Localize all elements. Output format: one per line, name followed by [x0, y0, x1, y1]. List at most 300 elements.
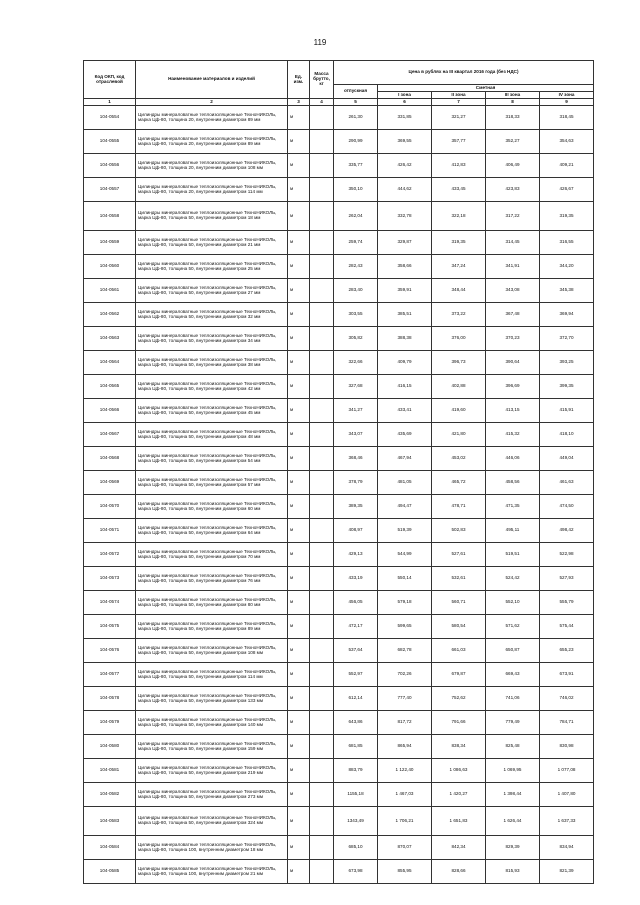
table-row	[84, 375, 594, 399]
row-zone2-price: 319,35	[432, 231, 486, 255]
page-number: 119	[313, 38, 327, 47]
row-unit: м	[288, 735, 310, 759]
column-number: 8	[486, 99, 540, 106]
row-code: 104-0569	[84, 471, 136, 495]
row-name: Цилиндры минераловатные теплоизоляционные ТехноНИКОЛЬ, марка Цф-80, толщина 50, внутренним диаметром 25 мм	[136, 255, 288, 279]
row-name: Цилиндры минераловатные теплоизоляционные ТехноНИКОЛЬ, марка Цф-80, толщина 50, внутренним диаметром 219 мм	[136, 759, 288, 783]
column-number: 9	[540, 99, 594, 106]
row-shipping-price: 290,99	[334, 130, 378, 154]
row-name: Цилиндры минераловатные теплоизоляционные ТехноНИКОЛЬ, марка Цф-80, толщина 50, внутренним диаметром 89 мм	[136, 615, 288, 639]
row-zone2-price: 478,71	[432, 495, 486, 519]
row-shipping-price: 673,98	[334, 860, 378, 884]
row-zone1-price: 702,26	[378, 663, 432, 687]
row-unit: м	[288, 178, 310, 202]
row-unit: м	[288, 567, 310, 591]
row-code: 104-0562	[84, 303, 136, 327]
header-mass: Масса брутто, кг	[310, 61, 334, 99]
row-zone4-price: 821,39	[540, 860, 594, 884]
row-zone2-price: 321,27	[432, 106, 486, 130]
row-code: 104-0578	[84, 687, 136, 711]
row-zone2-price: 752,62	[432, 687, 486, 711]
row-zone2-price: 347,24	[432, 255, 486, 279]
row-name: Цилиндры минераловатные теплоизоляционные ТехноНИКОЛЬ, марка Цф-80, толщина 50, внутренним диаметром 45 мм	[136, 399, 288, 423]
row-zone3-price: 1 398,44	[486, 783, 540, 807]
row-zone1-price: 544,99	[378, 543, 432, 567]
row-zone1-price: 682,78	[378, 639, 432, 663]
column-number: 1	[84, 99, 136, 106]
table-row	[84, 543, 594, 567]
row-shipping-price: 612,14	[334, 687, 378, 711]
header-name: Наименование материалов и изделий	[136, 61, 288, 99]
header-zone2: II зона	[432, 92, 486, 99]
row-mass	[310, 447, 334, 471]
row-zone2-price: 1 086,63	[432, 759, 486, 783]
row-mass	[310, 615, 334, 639]
row-shipping-price: 378,79	[334, 471, 378, 495]
row-shipping-price: 681,85	[334, 735, 378, 759]
row-zone3-price: 1 069,95	[486, 759, 540, 783]
row-name: Цилиндры минераловатные теплоизоляционные ТехноНИКОЛЬ, марка Цф-80, толщина 20, внутренним диаметром 114 мм	[136, 178, 288, 202]
row-zone1-price: 855,95	[378, 860, 432, 884]
row-code: 104-0572	[84, 543, 136, 567]
row-zone3-price: 495,11	[486, 519, 540, 543]
row-unit: м	[288, 807, 310, 836]
row-zone3-price: 415,32	[486, 423, 540, 447]
table-row	[84, 807, 594, 836]
table-row	[84, 447, 594, 471]
row-code: 104-0564	[84, 351, 136, 375]
row-unit: м	[288, 759, 310, 783]
row-unit: м	[288, 106, 310, 130]
row-unit: м	[288, 351, 310, 375]
table-row	[84, 735, 594, 759]
row-zone1-price: 426,42	[378, 154, 432, 178]
row-code: 104-0582	[84, 783, 136, 807]
row-mass	[310, 860, 334, 884]
row-unit: м	[288, 471, 310, 495]
row-code: 104-0580	[84, 735, 136, 759]
row-zone2-price: 580,54	[432, 615, 486, 639]
row-zone4-price: 1 407,80	[540, 783, 594, 807]
row-shipping-price: 1155,18	[334, 783, 378, 807]
row-zone1-price: 1 706,21	[378, 807, 432, 836]
row-code: 104-0584	[84, 836, 136, 860]
row-zone1-price: 359,91	[378, 279, 432, 303]
row-code: 104-0567	[84, 423, 136, 447]
row-zone1-price: 865,94	[378, 735, 432, 759]
header-zone3: III зона	[486, 92, 540, 99]
row-mass	[310, 687, 334, 711]
row-zone1-price: 329,87	[378, 231, 432, 255]
row-zone1-price: 433,41	[378, 399, 432, 423]
row-zone4-price: 344,20	[540, 255, 594, 279]
row-code: 104-0561	[84, 279, 136, 303]
row-zone1-price: 331,85	[378, 106, 432, 130]
row-unit: м	[288, 711, 310, 735]
row-zone1-price: 388,38	[378, 327, 432, 351]
table-row	[84, 423, 594, 447]
row-zone4-price: 319,35	[540, 202, 594, 231]
table-row	[84, 783, 594, 807]
row-zone2-price: 465,72	[432, 471, 486, 495]
row-zone1-price: 416,15	[378, 375, 432, 399]
row-zone2-price: 838,34	[432, 735, 486, 759]
row-zone1-price: 550,14	[378, 567, 432, 591]
column-number: 3	[288, 99, 310, 106]
row-zone1-price: 1 122,40	[378, 759, 432, 783]
row-zone3-price: 650,87	[486, 639, 540, 663]
row-unit: м	[288, 591, 310, 615]
row-shipping-price: 261,30	[334, 106, 378, 130]
row-code: 104-0563	[84, 327, 136, 351]
row-zone1-price: 332,78	[378, 202, 432, 231]
table-row	[84, 591, 594, 615]
row-mass	[310, 303, 334, 327]
row-mass	[310, 375, 334, 399]
row-shipping-price: 537,64	[334, 639, 378, 663]
row-zone3-price: 825,48	[486, 735, 540, 759]
row-zone3-price: 741,06	[486, 687, 540, 711]
row-zone4-price: 527,93	[540, 567, 594, 591]
row-zone4-price: 461,63	[540, 471, 594, 495]
row-zone4-price: 426,67	[540, 178, 594, 202]
table-row	[84, 303, 594, 327]
row-unit: м	[288, 231, 310, 255]
row-zone3-price: 423,83	[486, 178, 540, 202]
row-name: Цилиндры минераловатные теплоизоляционные ТехноНИКОЛЬ, марка Цф-80, толщина 20, внутренним диаметром 89 мм	[136, 106, 288, 130]
row-zone3-price: 669,43	[486, 663, 540, 687]
row-zone1-price: 467,94	[378, 447, 432, 471]
row-zone3-price: 314,45	[486, 231, 540, 255]
row-name: Цилиндры минераловатные теплоизоляционные ТехноНИКОЛЬ, марка Цф-80, толщина 50, внутренним диаметром 76 мм	[136, 567, 288, 591]
row-code: 104-0585	[84, 860, 136, 884]
row-shipping-price: 259,74	[334, 231, 378, 255]
row-mass	[310, 495, 334, 519]
row-zone3-price: 815,93	[486, 860, 540, 884]
row-name: Цилиндры минераловатные теплоизоляционные ТехноНИКОЛЬ, марка Цф-80, толщина 50, внутренним диаметром 70 мм	[136, 543, 288, 567]
row-zone4-price: 354,63	[540, 130, 594, 154]
row-zone4-price: 522,98	[540, 543, 594, 567]
row-mass	[310, 639, 334, 663]
row-name: Цилиндры минераловатные теплоизоляционные ТехноНИКОЛЬ, марка Цф-80, толщина 50, внутренним диаметром 324 мм	[136, 807, 288, 836]
row-zone1-price: 519,39	[378, 519, 432, 543]
header-zone4: IV зона	[540, 92, 594, 99]
row-mass	[310, 255, 334, 279]
table-row	[84, 202, 594, 231]
row-zone4-price: 393,25	[540, 351, 594, 375]
price-table	[83, 60, 594, 884]
row-zone4-price: 655,23	[540, 639, 594, 663]
row-zone3-price: 318,33	[486, 106, 540, 130]
row-unit: м	[288, 447, 310, 471]
row-code: 104-0583	[84, 807, 136, 836]
row-shipping-price: 322,66	[334, 351, 378, 375]
row-code: 104-0573	[84, 567, 136, 591]
row-mass	[310, 836, 334, 860]
row-name: Цилиндры минераловатные теплоизоляционные ТехноНИКОЛЬ, марка Цф-80, толщина 50, внутренним диаметром 114 мм	[136, 663, 288, 687]
row-code: 104-0577	[84, 663, 136, 687]
row-zone3-price: 367,48	[486, 303, 540, 327]
row-mass	[310, 807, 334, 836]
row-shipping-price: 552,97	[334, 663, 378, 687]
row-shipping-price: 685,10	[334, 836, 378, 860]
row-unit: м	[288, 154, 310, 178]
row-zone4-price: 409,21	[540, 154, 594, 178]
row-zone2-price: 532,61	[432, 567, 486, 591]
row-zone1-price: 1 467,03	[378, 783, 432, 807]
table-row	[84, 687, 594, 711]
row-zone3-price: 471,35	[486, 495, 540, 519]
row-zone4-price: 498,42	[540, 519, 594, 543]
row-zone4-price: 830,98	[540, 735, 594, 759]
row-name: Цилиндры минераловатные теплоизоляционные ТехноНИКОЛЬ, марка Цф-80, толщина 50, внутренним диаметром 32 мм	[136, 303, 288, 327]
row-zone2-price: 1 420,27	[432, 783, 486, 807]
column-number-row	[84, 99, 594, 106]
row-zone4-price: 575,44	[540, 615, 594, 639]
row-zone2-price: 348,44	[432, 279, 486, 303]
header-shipping: отпускная	[334, 85, 378, 99]
table-row	[84, 130, 594, 154]
row-zone2-price: 560,71	[432, 591, 486, 615]
row-mass	[310, 231, 334, 255]
row-name: Цилиндры минераловатные теплоизоляционные ТехноНИКОЛЬ, марка Цф-80, толщина 50, внутренним диаметром 48 мм	[136, 423, 288, 447]
table-row	[84, 759, 594, 783]
row-code: 104-0581	[84, 759, 136, 783]
row-name: Цилиндры минераловатные теплоизоляционные ТехноНИКОЛЬ, марка Цф-80, толщина 50, внутренним диаметром 80 мм	[136, 591, 288, 615]
row-shipping-price: 305,82	[334, 327, 378, 351]
row-mass	[310, 759, 334, 783]
row-mass	[310, 351, 334, 375]
row-unit: м	[288, 615, 310, 639]
row-code: 104-0579	[84, 711, 136, 735]
row-shipping-price: 303,55	[334, 303, 378, 327]
row-zone2-price: 791,66	[432, 711, 486, 735]
row-zone2-price: 828,66	[432, 860, 486, 884]
row-zone3-price: 829,39	[486, 836, 540, 860]
table-row	[84, 615, 594, 639]
row-code: 104-0576	[84, 639, 136, 663]
row-shipping-price: 341,27	[334, 399, 378, 423]
row-code: 104-0554	[84, 106, 136, 130]
row-mass	[310, 423, 334, 447]
row-zone4-price: 673,91	[540, 663, 594, 687]
row-shipping-price: 1343,49	[334, 807, 378, 836]
row-unit: м	[288, 279, 310, 303]
row-zone4-price: 316,55	[540, 231, 594, 255]
row-code: 104-0566	[84, 399, 136, 423]
row-name: Цилиндры минераловатные теплоизоляционные ТехноНИКОЛЬ, марка Цф-80, толщина 50, внутренним диаметром 60 мм	[136, 495, 288, 519]
table-row	[84, 178, 594, 202]
row-unit: м	[288, 255, 310, 279]
row-zone1-price: 444,62	[378, 178, 432, 202]
header-zone1: I зона	[378, 92, 432, 99]
row-zone1-price: 369,55	[378, 130, 432, 154]
row-code: 104-0570	[84, 495, 136, 519]
row-unit: м	[288, 202, 310, 231]
row-unit: м	[288, 399, 310, 423]
row-unit: м	[288, 375, 310, 399]
row-zone3-price: 779,49	[486, 711, 540, 735]
row-shipping-price: 433,19	[334, 567, 378, 591]
row-mass	[310, 106, 334, 130]
row-zone3-price: 352,27	[486, 130, 540, 154]
table-row	[84, 471, 594, 495]
row-mass	[310, 663, 334, 687]
row-zone3-price: 390,64	[486, 351, 540, 375]
row-unit: м	[288, 543, 310, 567]
row-zone4-price: 555,79	[540, 591, 594, 615]
row-zone1-price: 435,69	[378, 423, 432, 447]
table-row	[84, 231, 594, 255]
row-shipping-price: 883,79	[334, 759, 378, 783]
row-zone3-price: 552,10	[486, 591, 540, 615]
row-shipping-price: 327,68	[334, 375, 378, 399]
row-shipping-price: 429,13	[334, 543, 378, 567]
row-zone2-price: 842,34	[432, 836, 486, 860]
row-mass	[310, 519, 334, 543]
row-shipping-price: 282,43	[334, 255, 378, 279]
row-zone2-price: 453,02	[432, 447, 486, 471]
row-code: 104-0574	[84, 591, 136, 615]
row-zone1-price: 481,05	[378, 471, 432, 495]
row-mass	[310, 178, 334, 202]
row-zone3-price: 524,42	[486, 567, 540, 591]
row-name: Цилиндры минераловатные теплоизоляционные ТехноНИКОЛЬ, марка Цф-80, толщина 50, внутренним диаметром 21 мм	[136, 231, 288, 255]
table-row	[84, 711, 594, 735]
row-zone3-price: 343,08	[486, 279, 540, 303]
column-number: 7	[432, 99, 486, 106]
row-zone2-price: 357,77	[432, 130, 486, 154]
table-row	[84, 154, 594, 178]
row-zone3-price: 1 626,44	[486, 807, 540, 836]
row-name: Цилиндры минераловатные теплоизоляционные ТехноНИКОЛЬ, марка Цф-80, толщина 50, внутренним диаметром 64 мм	[136, 519, 288, 543]
row-zone3-price: 413,15	[486, 399, 540, 423]
row-unit: м	[288, 327, 310, 351]
row-mass	[310, 567, 334, 591]
row-zone4-price: 449,04	[540, 447, 594, 471]
row-mass	[310, 471, 334, 495]
column-number: 4	[310, 99, 334, 106]
row-zone4-price: 318,45	[540, 106, 594, 130]
table-row	[84, 327, 594, 351]
row-zone1-price: 494,47	[378, 495, 432, 519]
row-unit: м	[288, 639, 310, 663]
row-name: Цилиндры минераловатные теплоизоляционные ТехноНИКОЛЬ, марка Цф-80, толщина 100, внутренним диаметром 21 мм	[136, 860, 288, 884]
table-row	[84, 836, 594, 860]
row-code: 104-0557	[84, 178, 136, 202]
row-unit: м	[288, 663, 310, 687]
row-unit: м	[288, 495, 310, 519]
row-name: Цилиндры минераловатные теплоизоляционные ТехноНИКОЛЬ, марка Цф-80, толщина 50, внутренним диаметром 140 мм	[136, 711, 288, 735]
row-zone4-price: 746,02	[540, 687, 594, 711]
row-name: Цилиндры минераловатные теплоизоляционные ТехноНИКОЛЬ, марка Цф-80, толщина 20, внутренним диаметром 89 мм	[136, 130, 288, 154]
row-zone4-price: 1 077,08	[540, 759, 594, 783]
row-zone2-price: 396,73	[432, 351, 486, 375]
row-mass	[310, 130, 334, 154]
row-zone2-price: 421,80	[432, 423, 486, 447]
row-mass	[310, 279, 334, 303]
row-zone2-price: 679,87	[432, 663, 486, 687]
header-price-group: Цена в рублях на III квартал 2016 года (без НДС)	[334, 61, 594, 85]
row-zone3-price: 571,62	[486, 615, 540, 639]
row-zone2-price: 412,83	[432, 154, 486, 178]
table-row	[84, 567, 594, 591]
row-zone4-price: 418,10	[540, 423, 594, 447]
row-shipping-price: 643,86	[334, 711, 378, 735]
row-shipping-price: 389,35	[334, 495, 378, 519]
row-zone2-price: 527,61	[432, 543, 486, 567]
row-zone2-price: 661,03	[432, 639, 486, 663]
row-shipping-price: 350,10	[334, 178, 378, 202]
row-name: Цилиндры минераловатные теплоизоляционные ТехноНИКОЛЬ, марка Цф-80, толщина 50, внутренним диаметром 27 мм	[136, 279, 288, 303]
table-row	[84, 663, 594, 687]
row-zone3-price: 458,56	[486, 471, 540, 495]
row-unit: м	[288, 303, 310, 327]
row-zone1-price: 777,40	[378, 687, 432, 711]
row-name: Цилиндры минераловатные теплоизоляционные ТехноНИКОЛЬ, марка Цф-80, толщина 50, внутренним диаметром 108 мм	[136, 639, 288, 663]
row-code: 104-0556	[84, 154, 136, 178]
header-estimate: Сметная	[378, 85, 594, 92]
row-name: Цилиндры минераловатные теплоизоляционные ТехноНИКОЛЬ, марка Цф-80, толщина 50, внутренним диаметром 133 мм	[136, 687, 288, 711]
row-code: 104-0565	[84, 375, 136, 399]
row-unit: м	[288, 423, 310, 447]
row-zone4-price: 369,94	[540, 303, 594, 327]
row-zone3-price: 370,23	[486, 327, 540, 351]
column-number: 5	[334, 99, 378, 106]
row-unit: м	[288, 783, 310, 807]
row-zone4-price: 345,38	[540, 279, 594, 303]
row-mass	[310, 735, 334, 759]
table-row	[84, 399, 594, 423]
row-mass	[310, 711, 334, 735]
row-zone2-price: 322,18	[432, 202, 486, 231]
row-zone4-price: 372,70	[540, 327, 594, 351]
row-code: 104-0559	[84, 231, 136, 255]
row-zone2-price: 402,88	[432, 375, 486, 399]
row-zone4-price: 784,71	[540, 711, 594, 735]
row-mass	[310, 154, 334, 178]
row-zone4-price: 834,94	[540, 836, 594, 860]
row-zone2-price: 502,83	[432, 519, 486, 543]
row-code: 104-0560	[84, 255, 136, 279]
table-row	[84, 639, 594, 663]
row-shipping-price: 283,40	[334, 279, 378, 303]
table-row	[84, 519, 594, 543]
row-zone1-price: 870,07	[378, 836, 432, 860]
row-zone3-price: 446,06	[486, 447, 540, 471]
row-zone2-price: 419,60	[432, 399, 486, 423]
row-zone3-price: 519,51	[486, 543, 540, 567]
table-row	[84, 860, 594, 884]
row-name: Цилиндры минераловатные теплоизоляционные ТехноНИКОЛЬ, марка Цф-80, толщина 50, внутренним диаметром 57 мм	[136, 471, 288, 495]
row-zone3-price: 406,49	[486, 154, 540, 178]
row-zone4-price: 399,35	[540, 375, 594, 399]
row-zone1-price: 358,66	[378, 255, 432, 279]
row-mass	[310, 783, 334, 807]
row-name: Цилиндры минераловатные теплоизоляционные ТехноНИКОЛЬ, марка Цф-80, толщина 20, внутренним диаметром 108 мм	[136, 154, 288, 178]
row-code: 104-0555	[84, 130, 136, 154]
row-shipping-price: 335,77	[334, 154, 378, 178]
row-zone4-price: 474,50	[540, 495, 594, 519]
row-zone2-price: 1 651,83	[432, 807, 486, 836]
row-zone4-price: 415,91	[540, 399, 594, 423]
row-zone1-price: 385,51	[378, 303, 432, 327]
table-row	[84, 106, 594, 130]
header-code: Код ОКП, код отраслевой	[84, 61, 136, 99]
row-name: Цилиндры минераловатные теплоизоляционные ТехноНИКОЛЬ, марка Цф-80, толщина 50, внутренним диаметром 42 мм	[136, 375, 288, 399]
column-number: 6	[378, 99, 432, 106]
row-code: 104-0575	[84, 615, 136, 639]
